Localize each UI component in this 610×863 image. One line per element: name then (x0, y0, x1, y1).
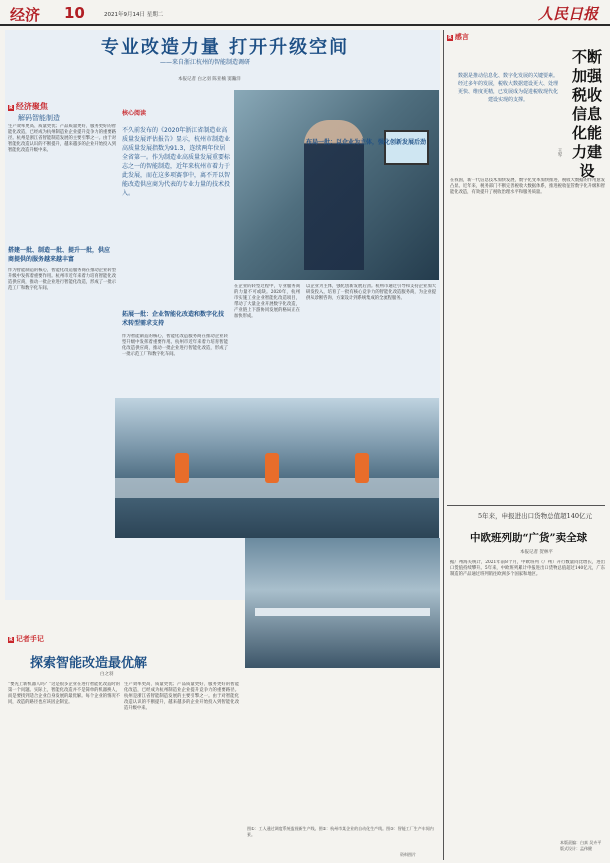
page-header (0, 0, 610, 26)
article-column-1: 生产效率更高、质量更优；产品质量更好、服务更好的智能化改造，已经成为杭州制造业企业提升竞争力的重要路径。杭州是浙江省智能制造发展的主要引擎之一。由于对智能化改造认识的不断提升，越来越多的企业开始投入到智能化改造升级中来。 (8, 124, 116, 153)
feature-subtitle: ——来自浙江杭州的智能制造调研 (160, 59, 251, 66)
section-subtitle: 解码智能制造 (18, 114, 60, 122)
core-reading-label: 核心阅读 (122, 110, 147, 117)
comment-tag-icon: R (448, 35, 452, 41)
comment-body: 在我国，新一代信息技术加快发展，数字化变革加快推进，税收大数据的作用愈发凸显。近年来，税务部门不断完善税收大数据体系，推进税收征管数字化升级和智能化改造，有效提升了税收治理水平和服务质量。 (450, 178, 605, 195)
essay-byline: 白之羽 (100, 672, 114, 677)
essay-tag-icon: R (9, 637, 13, 643)
section-tag-icon: R (9, 105, 13, 111)
article-column-2b: 作为智能制造的核心，智能化改造服务商在推动企业转型升级中发挥着重要作用。杭州市近年来着力培育智能化改造供应商，推动一批企业进行智能化改造，形成了一批示范工厂和数字化车间。 (122, 334, 228, 357)
issue-date: 2021年9月14日 星期二 (104, 12, 164, 18)
feature-byline: 本报记者 白之羽 陈亚楠 窦瀚洋 (178, 77, 241, 82)
section-name: 经济 (10, 6, 41, 24)
essay-label (8, 634, 44, 644)
feature-title: 专业改造力量 打开升级空间 (100, 37, 350, 58)
photo-factory-floor (245, 538, 440, 668)
robot-arm (175, 453, 189, 483)
news-title: 中欧班列助“广货”卖全球 (470, 532, 588, 544)
photo-production-line (115, 398, 439, 538)
core-reading-text: 不久前发布的《2020年浙江省制造业高质量发展评估报告》显示，杭州市制造业高质量发展指数为91.3，连续两年位居全省第一。作为制造业高质量发展重要标志之一的智能制造，近年来杭州市着力于此发展，而在这多项赛事中，离不开以智能改造供应商为代表的专业力量的技术投入。 (122, 127, 231, 197)
section-divider (447, 505, 605, 506)
page-editors: 本版责编：白真 吴卉平 版式设计：孟伟健 (560, 840, 602, 851)
column-divider (443, 30, 444, 860)
comment-author: 王军 (557, 148, 562, 157)
newspaper-logo: 人民日报 (538, 5, 599, 23)
photo-source: 资料图片 (400, 852, 416, 857)
comment-quote: 数据是推动信息化、数字化发展的关键要素。经过多年的发展，税收大数据建设更大、处理更快、维度更精，已发展成为促进税收现代化建设实现的支撑。 (458, 73, 559, 103)
comment-headline: 不断加强税收信息化能力建设 (572, 48, 603, 180)
robot-arm (355, 453, 369, 483)
subhead-1: 搭建一批、制造一批、提升一批，供应商提供的服务越来越丰富 (8, 247, 111, 263)
section-label (8, 101, 48, 112)
assembly-line (255, 608, 430, 616)
news-kicker: 5年来，申报进出口货物总值超140亿元 (478, 512, 593, 520)
essay-title: 探索智能改造最优解 (30, 656, 148, 671)
robot-arm (265, 453, 279, 483)
monitor-screen (384, 130, 429, 165)
essay-column-2: 生产效率更高、质量更优；产品质量更好、服务更好的智能化改造，已经成为杭州制造业企业提升竞争力的重要路径。杭州是浙江省智能制造发展的主要引擎之一。由于对智能化改造认识的不断提升，越来越多的企业开始投入到智能化改造升级中来。 (124, 682, 239, 711)
article-column-2: 在企业的转型过程中，专业服务商的力量不可或缺。2020年，杭州市实施工业企业智能化改造项目，带动了大量企业开展数字化改造，产业链上下游协同发展的格局正在加快形成。 (234, 284, 300, 319)
photo-captions: 图①：工人通过调度系统监视新生产线。图②：杭州市某企业的自动化生产线。图③：智能工厂生产车间内景。 (247, 826, 434, 837)
photo-worker-screen (234, 90, 439, 280)
page-number: 10 (64, 4, 85, 22)
subhead-2: 拓展一批：企业智能化改造和数字化技术转型需求支持 (122, 311, 225, 327)
comment-label (447, 32, 469, 42)
news-byline: 本报记者 贺林平 (520, 550, 553, 555)
subhead-3: 布局一批：以企业为主体，强化创新发展后劲 (306, 139, 427, 146)
news-body: 据广州海关统计，2021年前8个月，中欧班列（广州）开行数量同比增长，进出口货值持续攀升。5年来，中欧班列累计申报进出口货物总值超过140亿元，广东制造的产品通过班列销往欧洲多个国家和地区。 (450, 560, 605, 577)
article-column-1b: 作为智能制造的核心，智能化改造服务商在推动企业转型升级中发挥着重要作用。杭州市近年来着力培育智能化改造供应商，推动一批企业进行智能化改造，形成了一批示范工厂和数字化车间。 (8, 268, 116, 291)
comment-tag-text: 感言 (454, 33, 469, 41)
essay-tag-text: 记者手记 (15, 635, 44, 643)
article-column-3: 以企业为主体，强化创新发展后劲。杭州市通过引导和支持企业加大研发投入，培育了一批有核心竞争力的智能化改造服务商，为企业提供从诊断咨询、方案设计到系统集成的全流程服务。 (306, 284, 436, 301)
section-title: 经济聚焦 (15, 102, 48, 111)
essay-column-1: “要先上新机器人吗？”这是很多企业在进行智能化改造时的第一个问题。实际上，智能化改造并不是简单的机器换人，而是要找到适合企业自身发展的最优解。每个企业的情况不同，改造的路径也应该因企制宜。 (8, 682, 120, 705)
